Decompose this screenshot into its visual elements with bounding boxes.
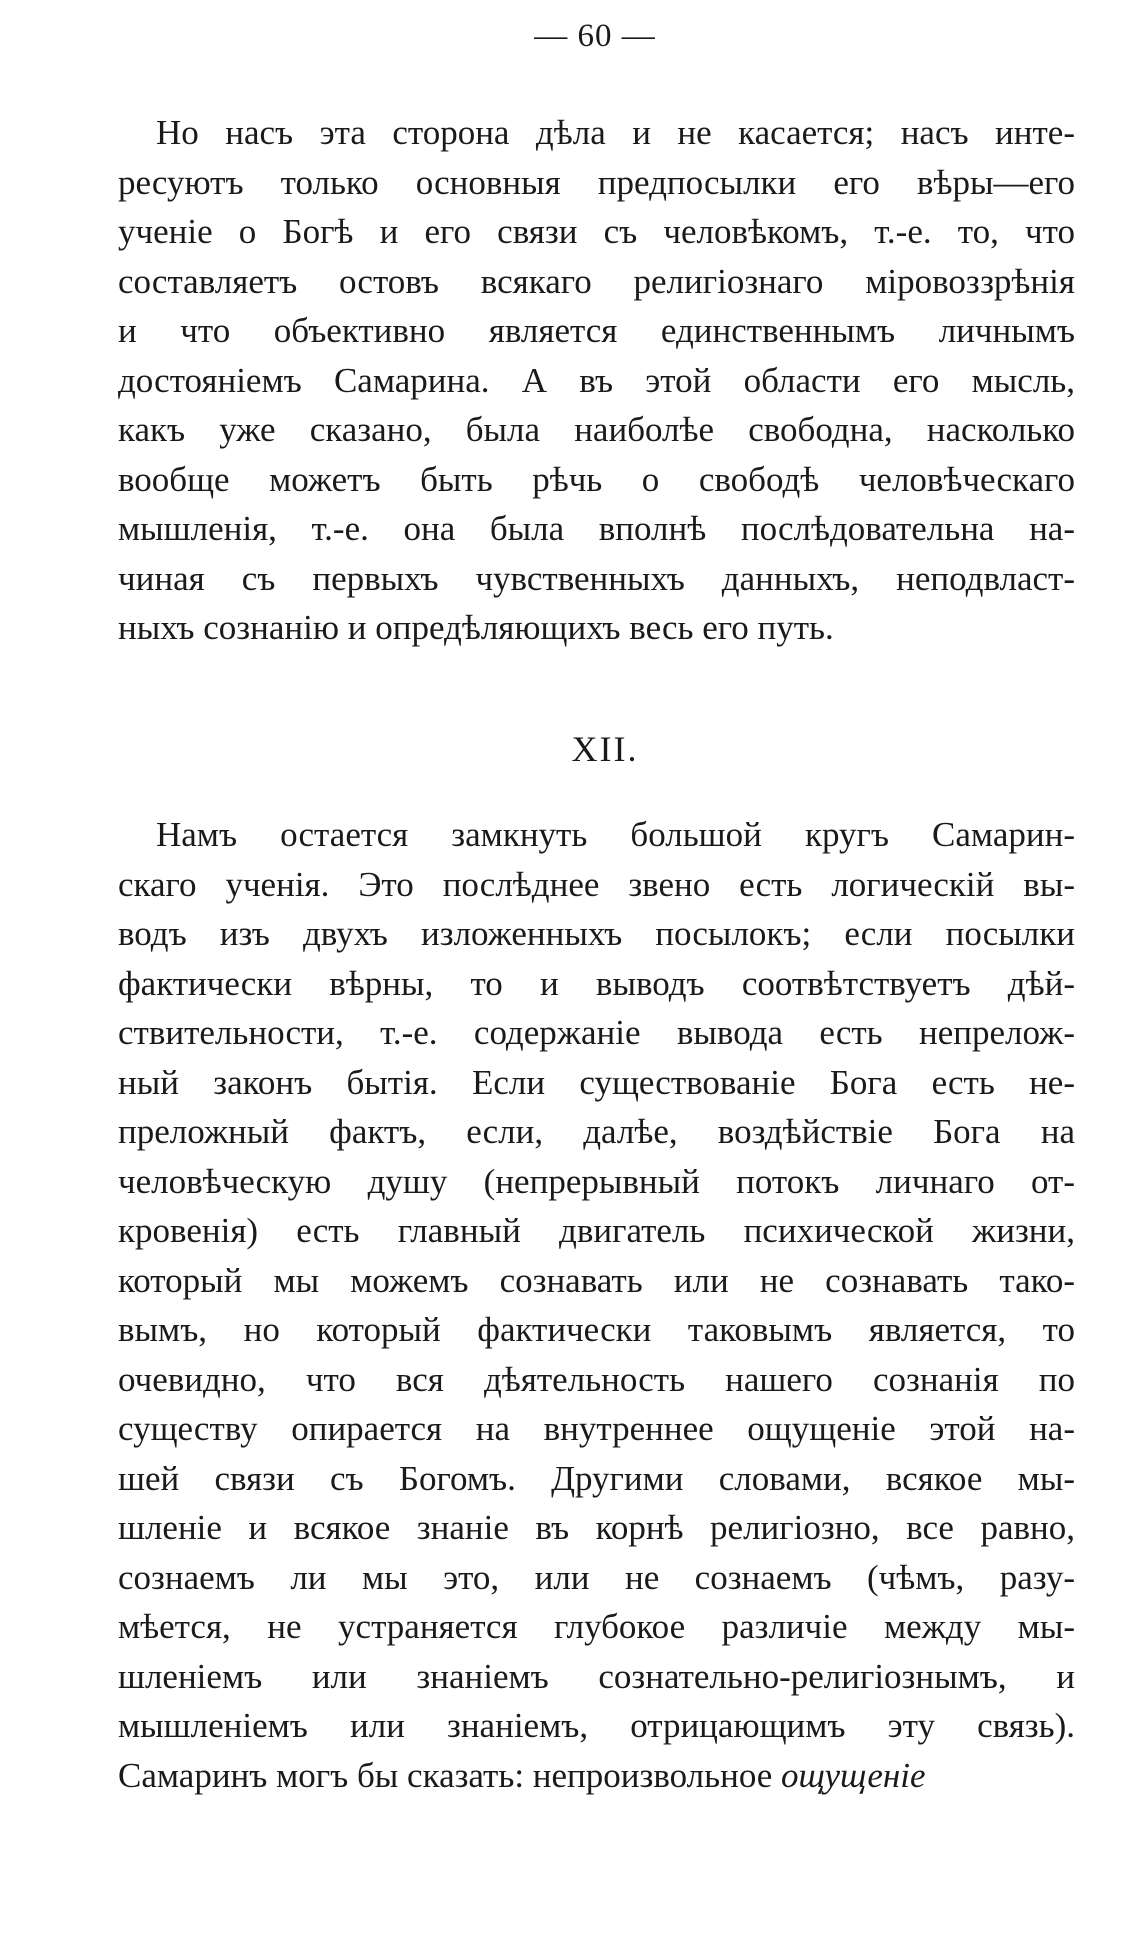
text-line: ный законъ бытія. Если существованіе Бога есть не- — [118, 1062, 1075, 1102]
text-line: фактически вѣрны, то и выводъ соотвѣтствуетъ дѣй- — [118, 963, 1075, 1003]
text-line: мышленіемъ или знаніемъ, отрицающимъ эту связь). — [118, 1706, 1075, 1745]
text-line: водъ изъ двухъ изложенныхъ посылокъ; если посылки — [118, 914, 1075, 953]
text-line: шленіемъ или знаніемъ сознательно-религіознымъ, и — [118, 1656, 1075, 1696]
text-line: преложный фактъ, если, далѣе, воздѣйствіе Бога на — [118, 1112, 1075, 1151]
text-line: ствительности, т.-е. содержаніе вывода есть непрелож- — [118, 1013, 1075, 1052]
text-line: существу опирается на внутреннее ощущеніе этой на- — [118, 1409, 1075, 1448]
text-line: кровенія) есть главный двигатель психической жизни, — [118, 1211, 1075, 1250]
text-line: человѣческую душу (непрерывный потокъ личнаго от- — [118, 1161, 1075, 1201]
text-line: вымъ, но который фактически таковымъ является, то — [118, 1310, 1075, 1349]
paragraph-1 — [118, 108, 1075, 653]
text-line: какъ уже сказано, была наиболѣе свободна, насколько — [118, 410, 1075, 449]
text-line: достояніемъ Самарина. А въ этой области его мысль, — [118, 360, 1075, 400]
text-line: составляетъ остовъ всякаго религіознаго міровоззрѣнія — [118, 261, 1075, 301]
text-line: мышленія, т.-е. она была вполнѣ послѣдовательна на- — [118, 509, 1075, 548]
text-line: шленіе и всякое знаніе въ корнѣ религіозно, все равно, — [118, 1508, 1075, 1547]
text-line: который мы можемъ сознавать или не сознавать тако- — [118, 1260, 1075, 1300]
text-line: мѣется, не устраняется глубокое различіе между мы- — [118, 1607, 1075, 1646]
paragraph-2 — [118, 810, 1075, 1800]
text-line-start: Самаринъ могъ бы сказать: непроизвольное — [118, 1755, 773, 1795]
text-line-last — [118, 1751, 1075, 1801]
text-line: Но насъ эта сторона дѣла и не касается; насъ инте- — [156, 113, 1075, 152]
text-line: Намъ остается замкнуть большой кругъ Самарин- — [156, 815, 1075, 854]
text-line: шей связи съ Богомъ. Другими словами, всякое мы- — [118, 1458, 1075, 1498]
text-line: чиная съ первыхъ чувственныхъ данныхъ, неподвласт- — [118, 558, 1075, 598]
text-line: ресуютъ только основныя предпосылки его вѣры—его — [118, 162, 1075, 202]
text-line: сознаемъ ли мы это, или не сознаемъ (чѣмъ, разу- — [118, 1557, 1075, 1597]
italic-word: ощущеніе — [781, 1755, 926, 1795]
text-line: очевидно, что вся дѣятельность нашего сознанія по — [118, 1359, 1075, 1399]
text-line: и что объективно является единственнымъ личнымъ — [118, 311, 1075, 350]
text-line: ныхъ сознанію и опредѣляющихъ весь его путь. — [118, 608, 834, 647]
page-number: — 60 — — [534, 18, 656, 54]
section-heading: XII. — [571, 729, 639, 769]
text-line: скаго ученія. Это послѣднее звено есть логическій вы- — [118, 864, 1075, 904]
text-line: вообще можетъ быть рѣчь о свободѣ человѣческаго — [118, 459, 1075, 499]
text-line: ученіе о Богѣ и его связи съ человѣкомъ, т.-е. то, что — [118, 212, 1075, 251]
